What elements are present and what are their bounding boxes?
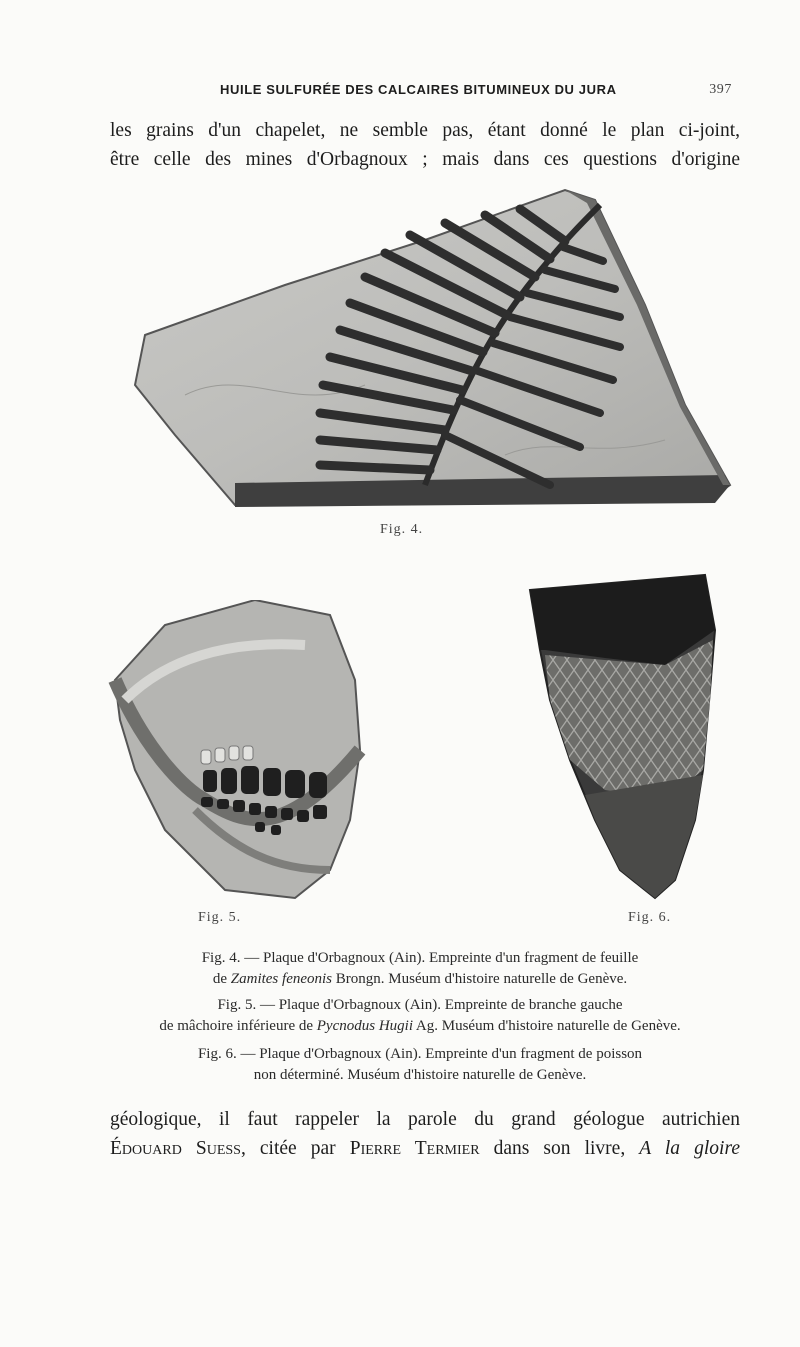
caption-text: Brongn. Muséum d'histoire naturelle de Genève. bbox=[332, 971, 628, 987]
caption-line: Fig. 5. — Plaque d'Orbagnoux (Ain). Empreinte de branche gauche bbox=[217, 997, 623, 1013]
body-fragment: dans son livre, bbox=[479, 1138, 640, 1159]
body-line: géologique, il faut rappeler la parole du grand géologue autrichien bbox=[110, 1109, 740, 1130]
caption-line: non déterminé. Muséum d'histoire naturelle de Genève. bbox=[253, 1067, 587, 1083]
figure-4-plate bbox=[125, 185, 735, 515]
figure-5-plate bbox=[105, 600, 375, 900]
caption-line bbox=[100, 1016, 740, 1037]
caption-text: de bbox=[212, 971, 231, 987]
caption-fig6 bbox=[100, 1044, 740, 1086]
caption-fig5 bbox=[100, 995, 740, 1037]
body-line: les grains d'un chapelet, ne semble pas, étant donné le plan ci-joint, bbox=[110, 120, 740, 141]
body-line bbox=[110, 1134, 740, 1163]
book-title: A la gloire bbox=[639, 1138, 740, 1159]
running-head bbox=[110, 80, 738, 100]
taxon-name: Pycnodus Hugii bbox=[316, 1018, 413, 1034]
page-number: 397 bbox=[709, 82, 732, 97]
caption-line: Fig. 4. — Plaque d'Orbagnoux (Ain). Empreinte d'un fragment de feuille bbox=[201, 950, 639, 966]
body-text-bottom bbox=[110, 1105, 740, 1163]
caption-line: Fig. 6. — Plaque d'Orbagnoux (Ain). Empreinte d'un fragment de poisson bbox=[197, 1046, 643, 1062]
caption-text: de mâchoire inférieure de bbox=[159, 1018, 317, 1034]
body-fragment: , citée par bbox=[240, 1138, 350, 1159]
caption-text: Ag. Muséum d'histoire naturelle de Genève. bbox=[413, 1018, 681, 1034]
running-title: HUILE SULFURÉE DES CALCAIRES BITUMINEUX DU JURA bbox=[220, 82, 617, 97]
figure-6-plate bbox=[525, 570, 725, 900]
body-text-top bbox=[110, 116, 740, 174]
author-name: Édouard Suess bbox=[110, 1138, 241, 1159]
fossil-leaf-image bbox=[125, 185, 735, 515]
caption-line bbox=[100, 969, 740, 990]
figure-6-label: Fig. 6. bbox=[628, 910, 672, 925]
fossil-jaw-image bbox=[105, 600, 375, 900]
fossil-fish-image bbox=[525, 570, 725, 900]
figure-5-label: Fig. 5. bbox=[198, 910, 242, 925]
caption-fig4 bbox=[100, 948, 740, 990]
body-line: être celle des mines d'Orbagnoux ; mais dans ces questions d'origine bbox=[110, 149, 740, 170]
author-name: Pierre Termier bbox=[349, 1138, 480, 1159]
figure-4-label: Fig. 4. bbox=[380, 522, 424, 537]
taxon-name: Zamites feneonis bbox=[230, 971, 333, 987]
